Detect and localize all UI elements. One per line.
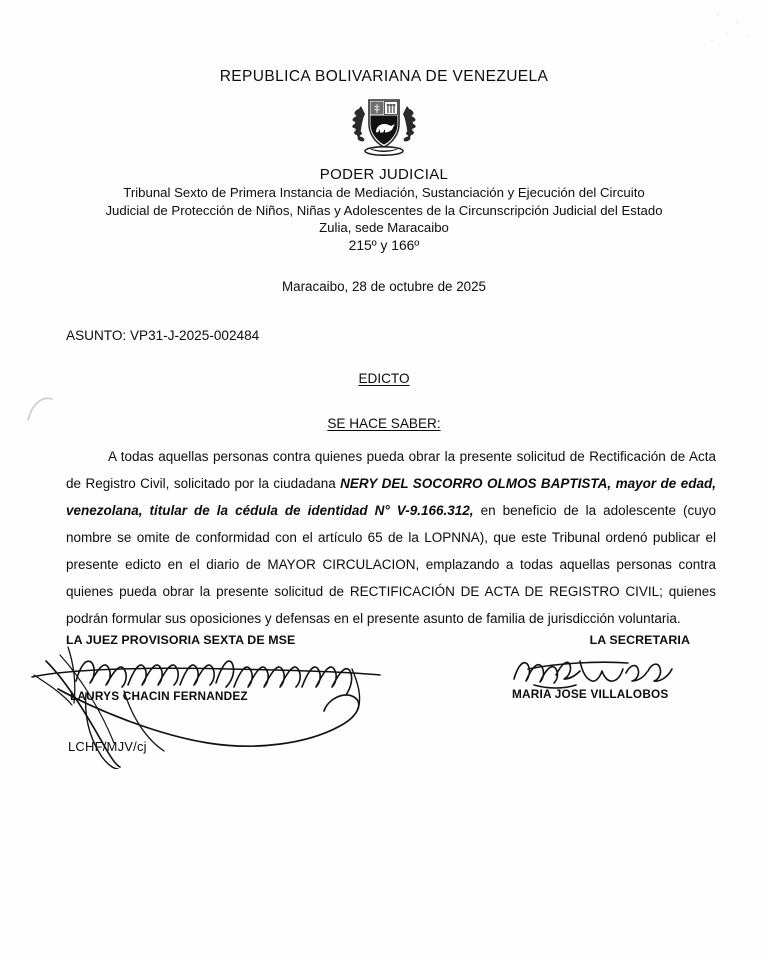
signature-area xyxy=(0,647,768,807)
case-reference: ASUNTO: VP31-J-2025-002484 xyxy=(66,327,260,343)
city-date: Maracaibo, 28 de octubre de 2025 xyxy=(282,278,486,294)
court-designation xyxy=(0,184,768,237)
reference-initials: LCHF/MJV/cj xyxy=(68,738,147,754)
judge-name: LAURYS CHACIN FERNANDEZ xyxy=(70,688,248,703)
scan-artifact xyxy=(700,6,760,50)
petitioner-emphasis: NERY DEL SOCORRO OLMOS BAPTISTA, mayor de edad, venezolana, titular de la cédula de identidad N° V-9.166.312, xyxy=(66,475,716,518)
secretary-name: MARIA JOSE VILLALOBOS xyxy=(512,686,669,701)
edict-body xyxy=(66,443,716,632)
document-title xyxy=(0,371,768,386)
signature-roles-row xyxy=(66,633,690,647)
court-line-3: Zulia, sede Maracaibo xyxy=(319,220,449,235)
court-line-2: Judicial de Protección de Niños, Niñas y Adolescentes de la Circunscripción Judicial del Estado xyxy=(105,202,663,218)
anniversary-years: 215º y 166º xyxy=(348,237,420,253)
judge-role-label: LA JUEZ PROVISORIA SEXTA DE MSE xyxy=(66,632,296,647)
secretary-role-label: LA SECRETARIA xyxy=(589,632,690,647)
document-title-text: EDICTO xyxy=(358,370,410,386)
body-part-1: A todas aquellas personas contra quienes pueda obrar la presente solicitud de Rectificación de Acta de Registro Civil, solicitado por la ciudadana xyxy=(66,448,716,491)
page-title: REPUBLICA BOLIVARIANA DE VENEZUELA xyxy=(219,68,549,85)
notice-heading xyxy=(0,416,768,431)
judicial-branch-label: PODER JUDICIAL xyxy=(319,166,449,183)
body-part-2: en beneficio de la adolescente (cuyo nombre se omite de conformidad con el artículo 65 de la LOPNNA), que este Tribunal ordenó publicar el presente edicto en el diario de MAYOR CIRCULACION, emplazando a todas aquellas personas contra quienes pueda obrar la presente solicitud de RECTIFICACIÓN DE ACTA DE REGISTRO CIVIL; quienes podrán formular sus oposiciones y defensas en el presente asunto de familia de jurisdicción voluntaria. xyxy=(66,502,716,626)
notice-heading-text: SE HACE SABER: xyxy=(327,415,441,431)
court-line-1: Tribunal Sexto de Primera Instancia de Mediación, Sustanciación y Ejecución del Circuito xyxy=(123,185,645,200)
venezuela-coat-of-arms-icon xyxy=(347,94,421,160)
